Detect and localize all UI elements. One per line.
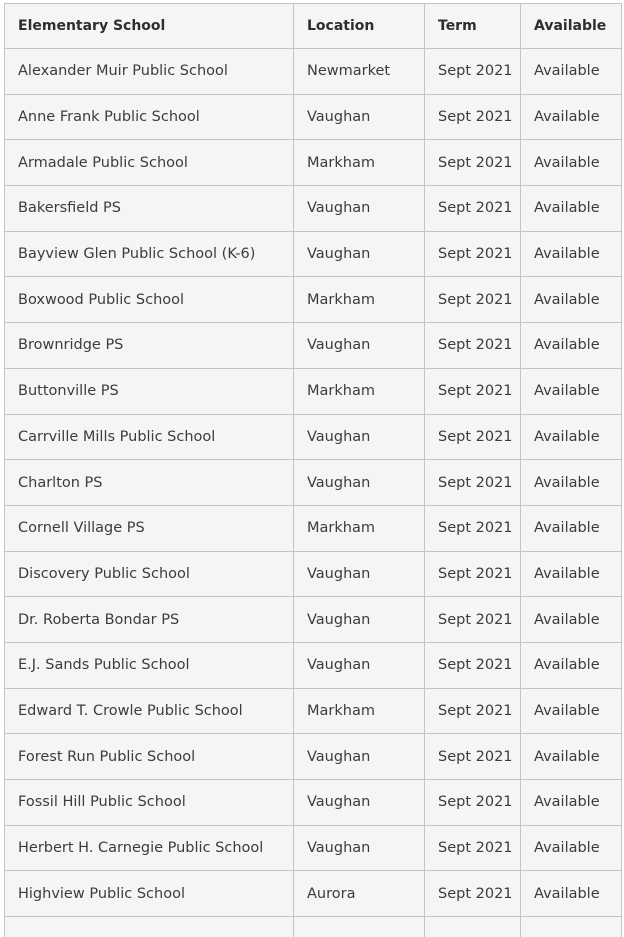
cell-school: Edward T. Crowle Public School — [5, 688, 294, 734]
cell-location: Vaughan — [294, 186, 425, 232]
cell-school: Bayview Glen Public School (K-6) — [5, 231, 294, 277]
cell-school: Highview Public School — [5, 871, 294, 917]
table-row — [5, 49, 622, 95]
cell-term: Sept 2021 — [425, 186, 521, 232]
cell-term: Sept 2021 — [425, 642, 521, 688]
cell-school: Fossil Hill Public School — [5, 780, 294, 826]
cell-location: Vaughan — [294, 825, 425, 871]
cell-available: Available — [521, 551, 622, 597]
cell-school: Carrville Mills Public School — [5, 414, 294, 460]
cell-term: Sept 2021 — [425, 780, 521, 826]
cell-location: Markham — [294, 505, 425, 551]
header-row — [5, 4, 622, 49]
cell-term: Sept 2021 — [425, 231, 521, 277]
cell-term: Sept 2021 — [425, 140, 521, 186]
cell-term: Sept 2021 — [425, 505, 521, 551]
table-row — [5, 871, 622, 917]
cell-school: Herbert H. Carnegie Public School — [5, 825, 294, 871]
cell-school: Boxwood Public School — [5, 277, 294, 323]
cell-available: Available — [521, 871, 622, 917]
schools-table — [4, 3, 622, 937]
cell-location: Vaughan — [294, 780, 425, 826]
header-term: Term — [425, 4, 521, 49]
cell-term: Sept 2021 — [425, 323, 521, 369]
table-row — [5, 323, 622, 369]
cell-term: Sept 2021 — [425, 825, 521, 871]
cell-available: Available — [521, 688, 622, 734]
cell-location: Vaughan — [294, 551, 425, 597]
table-row — [5, 460, 622, 506]
table-row — [5, 597, 622, 643]
cell-location: Vaughan — [294, 597, 425, 643]
cell-location: Markham — [294, 688, 425, 734]
cell-term: Sept 2021 — [425, 597, 521, 643]
cell-term: Sept 2021 — [425, 49, 521, 95]
table-row — [5, 231, 622, 277]
header-available: Available — [521, 4, 622, 49]
cell-available: Available — [521, 140, 622, 186]
cell-term: Sept 2021 — [425, 688, 521, 734]
cell-location: Aurora — [294, 871, 425, 917]
cell-school: E.J. Sands Public School — [5, 642, 294, 688]
header-location: Location — [294, 4, 425, 49]
cell-location: Vaughan — [294, 94, 425, 140]
table-row — [5, 780, 622, 826]
cell-term: Sept 2021 — [425, 734, 521, 780]
cell-location: Vaughan — [294, 734, 425, 780]
table-row — [5, 505, 622, 551]
cell-available: Available — [521, 231, 622, 277]
table-row — [5, 277, 622, 323]
table-row — [5, 825, 622, 871]
cell-term: Sept 2021 — [425, 871, 521, 917]
cell-available: Available — [521, 94, 622, 140]
cell-school: Dr. Roberta Bondar PS — [5, 597, 294, 643]
cell-school: Charlton PS — [5, 460, 294, 506]
cell-available: Available — [521, 460, 622, 506]
table-body — [5, 49, 622, 937]
cell-available: Available — [521, 414, 622, 460]
cell-location: Vaughan — [294, 231, 425, 277]
cell-school: Bakersfield PS — [5, 186, 294, 232]
cell-term: Sept 2021 — [425, 551, 521, 597]
table-row — [5, 140, 622, 186]
cell-available: Available — [521, 597, 622, 643]
cell-available: Available — [521, 780, 622, 826]
table-row — [5, 688, 622, 734]
cell-location: Vaughan — [294, 460, 425, 506]
cell-term: Sept 2021 — [425, 414, 521, 460]
cell-term: Sept 2021 — [425, 460, 521, 506]
cell-available: Available — [521, 825, 622, 871]
cell-term: Sept 2021 — [425, 368, 521, 414]
cell-school: Brownridge PS — [5, 323, 294, 369]
cell-term: Sept 2021 — [425, 94, 521, 140]
cell-available: Available — [521, 277, 622, 323]
cell-location: Vaughan — [294, 414, 425, 460]
table-row — [5, 642, 622, 688]
table-row — [5, 368, 622, 414]
cell-school: Forest Run Public School — [5, 734, 294, 780]
schools-table-container — [4, 3, 621, 937]
cell-available: Available — [521, 49, 622, 95]
cell-available: Available — [521, 186, 622, 232]
cell-school: Armadale Public School — [5, 140, 294, 186]
cell-available: Available — [521, 323, 622, 369]
cell-location: Newmarket — [294, 49, 425, 95]
table-row — [5, 734, 622, 780]
cell-available: Available — [521, 642, 622, 688]
cell-school: Buttonville PS — [5, 368, 294, 414]
table-row — [5, 551, 622, 597]
cell-school: Alexander Muir Public School — [5, 49, 294, 95]
cell-location: Markham — [294, 277, 425, 323]
table-header — [5, 4, 622, 49]
cell-location: Markham — [294, 140, 425, 186]
cell-location: Markham — [294, 368, 425, 414]
table-row — [5, 94, 622, 140]
cell-school: Anne Frank Public School — [5, 94, 294, 140]
cell-school: Discovery Public School — [5, 551, 294, 597]
table-row — [5, 414, 622, 460]
cell-location: Vaughan — [294, 323, 425, 369]
table-row — [5, 186, 622, 232]
cell-school: Cornell Village PS — [5, 505, 294, 551]
cell-available: Available — [521, 368, 622, 414]
cell-available: Available — [521, 505, 622, 551]
header-elementary-school: Elementary School — [5, 4, 294, 49]
cell-term: Sept 2021 — [425, 277, 521, 323]
cell-location: Vaughan — [294, 642, 425, 688]
cell-available: Available — [521, 734, 622, 780]
